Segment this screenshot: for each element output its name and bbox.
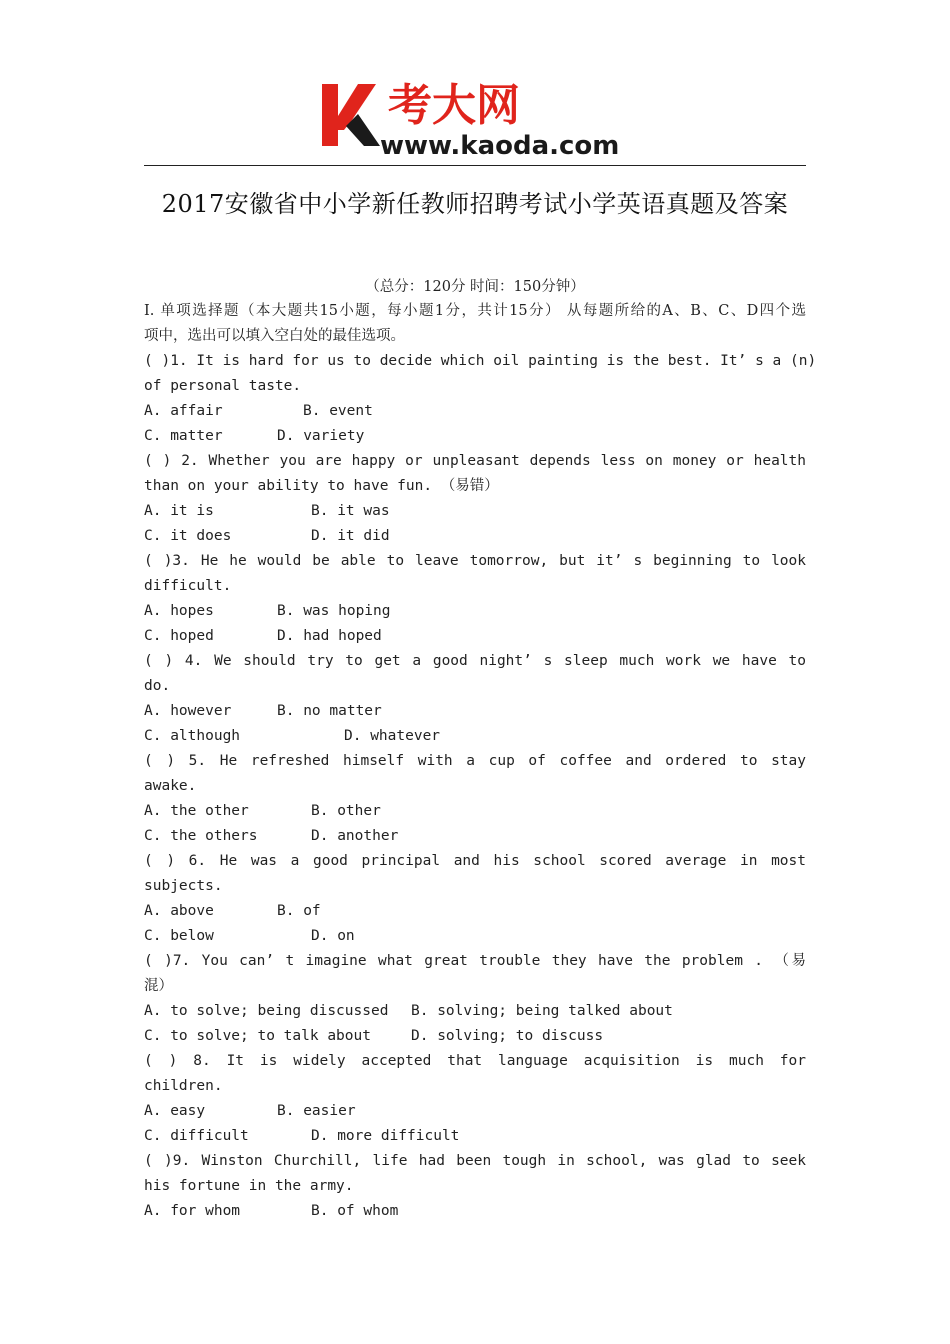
option-a: A. the other — [144, 803, 249, 819]
question-6-options-row1 — [144, 899, 806, 924]
question-8-options-row1 — [144, 1099, 806, 1124]
option-c: C. the others — [144, 828, 258, 844]
question-3-text: ( )3. He he would be able to leave tomorrow, but it’ s beginning to look — [144, 553, 806, 569]
question-4-text-cont: do. — [144, 678, 171, 694]
option-d: D. it did — [311, 528, 390, 544]
kaoda-logo-graphic — [318, 70, 640, 160]
question-7-text-cont: 混） — [144, 978, 173, 994]
option-a: A. however — [144, 703, 232, 719]
question-5-text: ( ) 5. He refreshed himself with a cup of coffee and ordered to stay — [144, 753, 806, 769]
section-heading: I. 单项选择题（本大题共15小题，每小题1分，共计15分） 从每题所给的A、B、C、D四个选 — [144, 303, 806, 319]
question-3-text-cont: difficult. — [144, 578, 232, 594]
option-a: A. easy — [144, 1103, 206, 1119]
option-d: D. another — [311, 828, 399, 844]
question-8-text: ( ) 8. It is widely accepted that language acquisition is much for — [144, 1053, 806, 1069]
question-4-text: ( ) 4. We should try to get a good night’ s sleep much work we have to — [144, 653, 806, 669]
section-heading-cont: 项中，选出可以填入空白处的最佳选项。 — [144, 328, 405, 344]
question-2-text: ( ) 2. Whether you are happy or unpleasant depends less on money or health — [144, 453, 806, 469]
question-9-text: ( )9. Winston Churchill, life had been tough in school, was glad to seek — [144, 1153, 806, 1169]
option-a: A. it is — [144, 503, 214, 519]
question-1-text-cont: of personal taste. — [144, 378, 302, 394]
question-5-text-cont: awake. — [144, 778, 197, 794]
option-a: A. above — [144, 903, 214, 919]
option-a: A. affair — [144, 403, 223, 419]
header-rule — [144, 165, 806, 166]
option-b: B. other — [311, 803, 381, 819]
question-4-options-row1 — [144, 699, 806, 724]
option-d: D. variety — [277, 428, 365, 444]
option-b: B. was hoping — [277, 603, 391, 619]
option-c: C. matter — [144, 428, 223, 444]
question-1-options-row2 — [144, 424, 806, 449]
question-3-options-row2 — [144, 624, 806, 649]
page-title: 2017安徽省中小学新任教师招聘考试小学英语真题及答案 — [161, 190, 789, 218]
question-7-options-row1 — [144, 999, 806, 1024]
question-1-options-row1 — [144, 399, 806, 424]
option-d: D. had hoped — [277, 628, 382, 644]
option-c: C. hoped — [144, 628, 214, 644]
logo-brand-cn: 考大网 — [388, 80, 520, 131]
option-b: B. solving; being talked about — [411, 1003, 673, 1019]
question-9-options-row1 — [144, 1199, 806, 1224]
option-a: A. for whom — [144, 1203, 241, 1219]
question-2-options-row2 — [144, 524, 806, 549]
question-6-text-cont: subjects. — [144, 878, 223, 894]
question-2-text-cont: than on your ability to have fun. （易错） — [144, 478, 499, 494]
question-6-options-row2 — [144, 924, 806, 949]
option-d: D. whatever — [344, 728, 441, 744]
question-1-text: ( )1. It is hard for us to decide which oil painting is the best. It’ s a (n) — [144, 353, 817, 369]
option-d: D. solving; to discuss — [411, 1028, 604, 1044]
question-2-options-row1 — [144, 499, 806, 524]
question-5-options-row1 — [144, 799, 806, 824]
question-3-options-row1 — [144, 599, 806, 624]
option-b: B. of whom — [311, 1203, 399, 1219]
option-c: C. difficult — [144, 1128, 249, 1144]
option-d: D. on — [311, 928, 355, 944]
option-b: B. easier — [277, 1103, 356, 1119]
kaoda-logo — [318, 70, 640, 160]
exam-meta: （总分：120分 时间：150分钟） — [365, 279, 585, 295]
question-7-options-row2 — [144, 1024, 806, 1049]
question-body — [144, 299, 817, 1224]
option-d: D. more difficult — [311, 1128, 460, 1144]
option-a: A. hopes — [144, 603, 214, 619]
question-8-options-row2 — [144, 1124, 806, 1149]
option-c: C. although — [144, 728, 241, 744]
option-b: B. it was — [311, 503, 390, 519]
question-7-text: ( )7. You can’ t imagine what great trouble they have the problem . （易 — [144, 953, 806, 969]
option-b: B. of — [277, 903, 321, 919]
option-c: C. below — [144, 928, 214, 944]
question-6-text: ( ) 6. He was a good principal and his school scored average in most — [144, 853, 806, 869]
logo-brand-url: www.kaoda.com — [380, 131, 620, 160]
option-a: A. to solve; being discussed — [144, 1003, 389, 1019]
option-c: C. it does — [144, 528, 232, 544]
question-9-text-cont: his fortune in the army. — [144, 1178, 354, 1194]
question-4-options-row2 — [144, 724, 806, 749]
question-8-text-cont: children. — [144, 1078, 223, 1094]
option-b: B. event — [303, 403, 373, 419]
option-c: C. to solve; to talk about — [144, 1028, 371, 1044]
question-5-options-row2 — [144, 824, 806, 849]
option-b: B. no matter — [277, 703, 382, 719]
